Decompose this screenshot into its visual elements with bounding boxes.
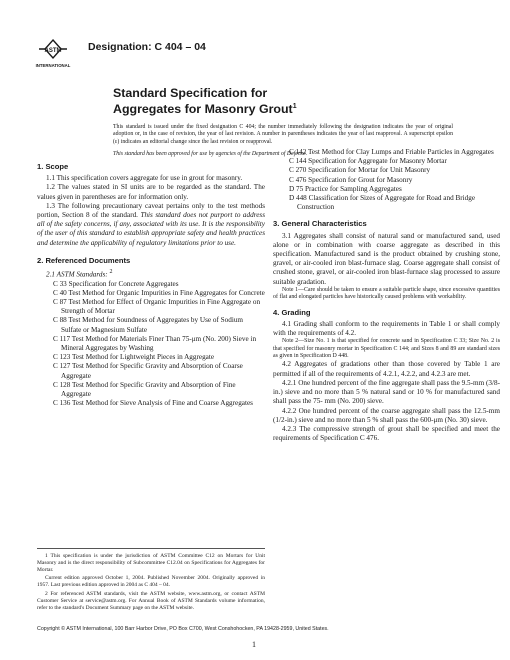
ref-item: C 33 Specification for Concrete Aggregates (53, 279, 179, 288)
ref-item: D 75 Practice for Sampling Aggregates (289, 184, 402, 193)
ref-item: C 270 Specification for Mortar for Unit Masonry (289, 166, 431, 175)
dod-text: This standard has been approved for use by agencies of the Department of Defense. (113, 150, 308, 157)
scope-1-3: 1.3 The following precautionary caveat pertains only to the test methods portion, Section 8 of the standard. This standard does not purport to address all of the safety concerns, if any, associated with its use. It is the responsibility of the user of this standard to establish appropriate safety and health practices and determine the applicability of regulatory limitations prior to use. (37, 201, 265, 247)
footnote-1: 1 This specification is under the jurisdiction of ASTM Committee C12 on Mortars for Unit Masonry and is the direct responsibility of Subcommittee C12.04 on Specifications for Aggregates for Mortar. (37, 553, 265, 573)
footnote-2: 2 For referenced ASTM standards, visit the ASTM website, www.astm.org, or contact ASTM Customer Service at service@astm.org. For Annual Book of ASTM Standards volume information, refer to the standard's Document Summary page on the ASTM website. (37, 590, 265, 611)
grading-4-2: 4.2 Aggregates of gradations other than those covered by Table 1 are permitted if all of the requirements of 4.2.1, 4.2.2, and 4.2.3 are met. (273, 360, 500, 378)
note-2: Note 2—Size No. 1 is that specified for concrete sand in Specification C 33; Size No. 2 is that specified for masonry mortar in Specification C 144; and Sizes 8 and 89 are standard sizes as given in Specification D 448. (273, 338, 500, 360)
general-heading: 3. General Characteristics (273, 219, 367, 229)
right-column (273, 148, 500, 443)
refs-heading: 2. Referenced Documents (37, 255, 131, 265)
ref-item: C 128 Test Method for Specific Gravity and Absorption of Fine Aggregate (53, 380, 236, 399)
issued-text: This standard is issued under the fixed designation C 404; the number immediately following the designation indicates the year of original adoption or, in the case of revision, the year of last revision. A number in parentheses indicates the year of last reapproval. A superscript epsilon (ε) indicates an editorial change since the last revision or reapproval. (113, 124, 453, 145)
grading-4-2-1: 4.2.1 One hundred percent of the fine aggregate shall pass the 9.5-mm (3/8-in.) sieve and no more than 5 % natural sand or 10 % for manufactured sand shall pass the 75- mm (No. 200) sieve. (273, 378, 500, 406)
grading-4-1: 4.1 Grading shall conform to the requirements in Table 1 or shall comply with the requirements of 4.2. (273, 319, 500, 338)
left-column (37, 156, 265, 408)
title-line-2: Aggregates for Masonry Grout$^1$ (113, 102, 297, 117)
grading-4-2-2: 4.2.2 One hundred percent of the coarse aggregate shall pass the 12.5-mm (1/2-in.) sieve and no more than 5 % shall pass the 600-μm (No. 30) sieve. (273, 406, 500, 424)
grading-4-2-3: 4.2.3 The compressive strength of grout shall be specified and meet the requirements of Specification C 476. (273, 424, 500, 443)
scope-1-1: 1.1 This specification covers aggregate for use in grout for masonry. (46, 174, 243, 183)
scope-heading: 1. Scope (37, 162, 69, 171)
ref-item: C 136 Test Method for Sieve Analysis of Fine and Coarse Aggregates (53, 399, 253, 408)
scope-1-2: 1.2 The values stated in SI units are to be regarded as the standard. The values given in parentheses are for information only. (37, 183, 265, 201)
ref-item: C 117 Test Method for Materials Finer Than 75-μm (No. 200) Sieve in Mineral Aggregates by Washing (53, 334, 257, 353)
footnotes (37, 548, 265, 613)
ref-item: C 144 Specification for Aggregate for Masonry Mortar (289, 157, 447, 166)
refs-list-right (273, 148, 500, 212)
refs-intro: 2.1 ASTM Standards: $^2$ (46, 269, 113, 279)
ref-item: C 123 Test Method for Lightweight Pieces in Aggregate (53, 353, 215, 362)
page-title (113, 86, 433, 116)
ref-item: C 142 Test Method for Clay Lumps and Friable Particles in Aggregates (289, 148, 494, 156)
ref-item: C 127 Test Method for Specific Gravity and Absorption of Coarse Aggregate (53, 362, 243, 380)
copyright: Copyright © ASTM International, 100 Barr Harbor Drive, PO Box C700, West Conshohocken, PA 19428-2959, United States. (37, 626, 329, 632)
designation: Designation: C 404 – 04 (88, 41, 206, 53)
general-3-1: 3.1 Aggregates shall consist of natural sand or manufactured sand, used alone or in combination with coarse aggregate as described in this specification. Manufactured sand is the product obtained by crushing stone, gravel, or air-cooled iron blast-furnace slag. Coarse aggregate shall consist of crushed stone, gravel, or air-cooled iron blast-furnace slag processed to assure suitable gradation. (273, 231, 500, 286)
svg-text:ASTM: ASTM (44, 48, 62, 54)
ref-item: C 40 Test Method for Organic Impurities in Fine Aggregates for Concrete (53, 288, 265, 297)
ref-item: C 87 Test Method for Effect of Organic Impurities in Fine Aggregate on Strength of Mortar (53, 298, 261, 316)
page-number: 1 (252, 640, 256, 649)
grading-heading: 4. Grading (273, 307, 311, 317)
refs-list-left (37, 280, 265, 409)
note-1: Note 1—Care should be taken to ensure a suitable particle shape, since excessive quantities of flat and elongated particles have historically caused problems with workability. (273, 286, 500, 301)
footnote-1b: Current edition approved October 1, 2004. Published November 2004. Originally approved in 1957. Last previous edition approved in 2004 as C 404 – 04. (37, 575, 265, 589)
ref-item: C 88 Test Method for Soundness of Aggregates by Use of Sodium Sulfate or Magnesium Sulfate (53, 316, 244, 334)
ref-item: D 448 Classification for Sizes of Aggregate for Road and Bridge Construction (289, 194, 476, 212)
ref-item: C 476 Specification for Grout for Masonry (289, 175, 413, 184)
title-line-1: Standard Specification for (113, 86, 268, 100)
astm-logo (31, 37, 75, 71)
logo-caption: INTERNATIONAL (35, 63, 71, 68)
